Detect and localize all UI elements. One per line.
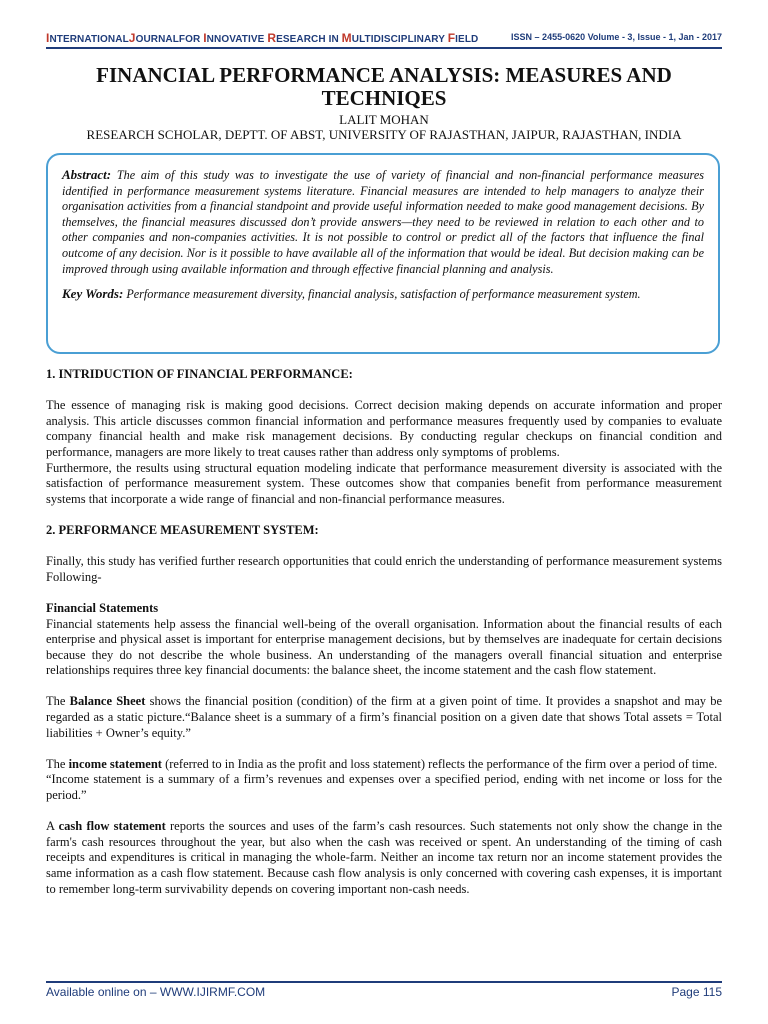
balance-sheet-term: Balance Sheet [69,694,146,709]
abstract-label: Abstract: [62,167,112,182]
paper-title: FINANCIAL PERFORMANCE ANALYSIS: MEASURES AND TECHNIQES [96,63,672,110]
keywords-text: Performance measurement diversity, financial analysis, satisfaction of performance measurement system. [126,287,641,302]
footer-website: Available online on – WWW.IJIRMF.COM [46,985,266,999]
footer-divider [46,981,722,983]
abstract-paragraph [62,167,704,277]
cash-flow-paragraph: A cash flow statement reports the sources and uses of the farm’s cash resources. Such statements not only show the change in the farm's cash resources throughout the year, but also when the cash was received or spent. An understanding of the timing of cash receipts and expenditures is critical in managing the whole-farm. Neither an income tax return nor an income statement provides the same information as a cash flow statement. Because cash flow analysis is only concerned with covering cash expenses, it is important to remember long-term survivability depends on covering important non-cash needs. [46,819,722,896]
issn-volume-info: ISSN – 2455-0620 Volume - 3, Issue - 1, Jan - 2017 [511,32,722,42]
author-name: LALIT MOHAN [339,112,429,127]
income-statement-quote: “Income statement is a summary of a firm’s revenues and expenses over a specified period, ending with net income or loss for the period.” [46,772,722,803]
financial-statements-paragraph: Financial statements help assess the financial well-being of the overall organisation. Information about the financial results of each enterprise and physical asset is important for enterprise management decisions, but by themselves are inadequate for certain decisions because they do not describe the whole business. An understanding of the managers overall financial situation and enterprise relationships requires three key financial documents: the balance sheet, the income statement and the cash flow statement. [46,616,722,678]
abstract-text: The aim of this study was to investigate the use of variety of financial and non-financial performance measures identified in performance measurement systems literature. Financial measures are intended to help managers to analyze their organisation activities from a financial standpoint and provide useful information needed to make good management decisions. By themselves, the financial measures discussed don’t provide answers—they need to be reviewed in relation to each other and to other companies and non-companies activities. It is not possible to control or predict all of the factors that influence the final outcome of any decision. Nor is it possible to have available all of the information that would be ideal. But decision making can be improved through using available information and through effective financial planning and analysis. [62,168,704,276]
section-heading-performance-measurement: 2. PERFORMANCE MEASUREMENT SYSTEM: [46,522,319,537]
cash-flow-term: cash flow statement [58,819,166,834]
balance-sheet-paragraph: The Balance Sheet shows the financial position (condition) of the firm at a given point of time. It provides a snapshot and may be regarded as a static picture.“Balance sheet is a summary of a firm’s financial position on a given date that shows Total assets = Total liabilities + Owner’s equity.” [46,694,723,740]
income-statement-paragraph: The income statement (referred to in India as the profit and loss statement) reflects the performance of the firm over a period of time. [46,756,718,771]
body-text [46,367,722,913]
pms-paragraph: Finally, this study has verified further research opportunities that could enrich the understanding of performance measurement systems Following- [46,554,722,584]
subheading-financial-statements: Financial Statements [46,600,159,615]
intro-paragraph-1: The essence of managing risk is making good decisions. Correct decision making depends on accurate information and proper analysis. This article discusses common financial information and performance measures frequently used by companies to evaluate company financial health and make risk management decisions. By conducting regular checkups on financial condition and performance, managers are more likely to treat causes rather than address only symptoms of problems. [46,398,722,459]
keywords-paragraph [62,286,704,302]
keywords-label: Key Words: [62,286,124,302]
page-number: Page 115 [671,985,722,999]
header-divider [46,47,722,49]
author-affiliation: RESEARCH SCHOLAR, DEPTT. OF ABST, UNIVERSITY OF RAJASTHAN, JAIPUR, RAJASTHAN, INDIA [86,127,682,142]
journal-name: INTERNATIONALJOURNALFOR INNOVATIVE RESEARCH IN MULTIDISCIPLINARY FIELD [46,31,479,45]
journal-header [46,31,722,47]
intro-paragraph-2: Furthermore, the results using structural equation modeling indicate that performance measurement diversity is associated with the satisfaction of performance measurement system. These outcomes show that companies benefit from performance measurement systems that incorporate a wide range of financial and non-financial performance measures. [46,460,722,506]
income-statement-term: income statement [68,756,162,771]
abstract-box [46,153,720,354]
section-heading-introduction: 1. INTRIDUCTION OF FINANCIAL PERFORMANCE: [46,367,353,381]
